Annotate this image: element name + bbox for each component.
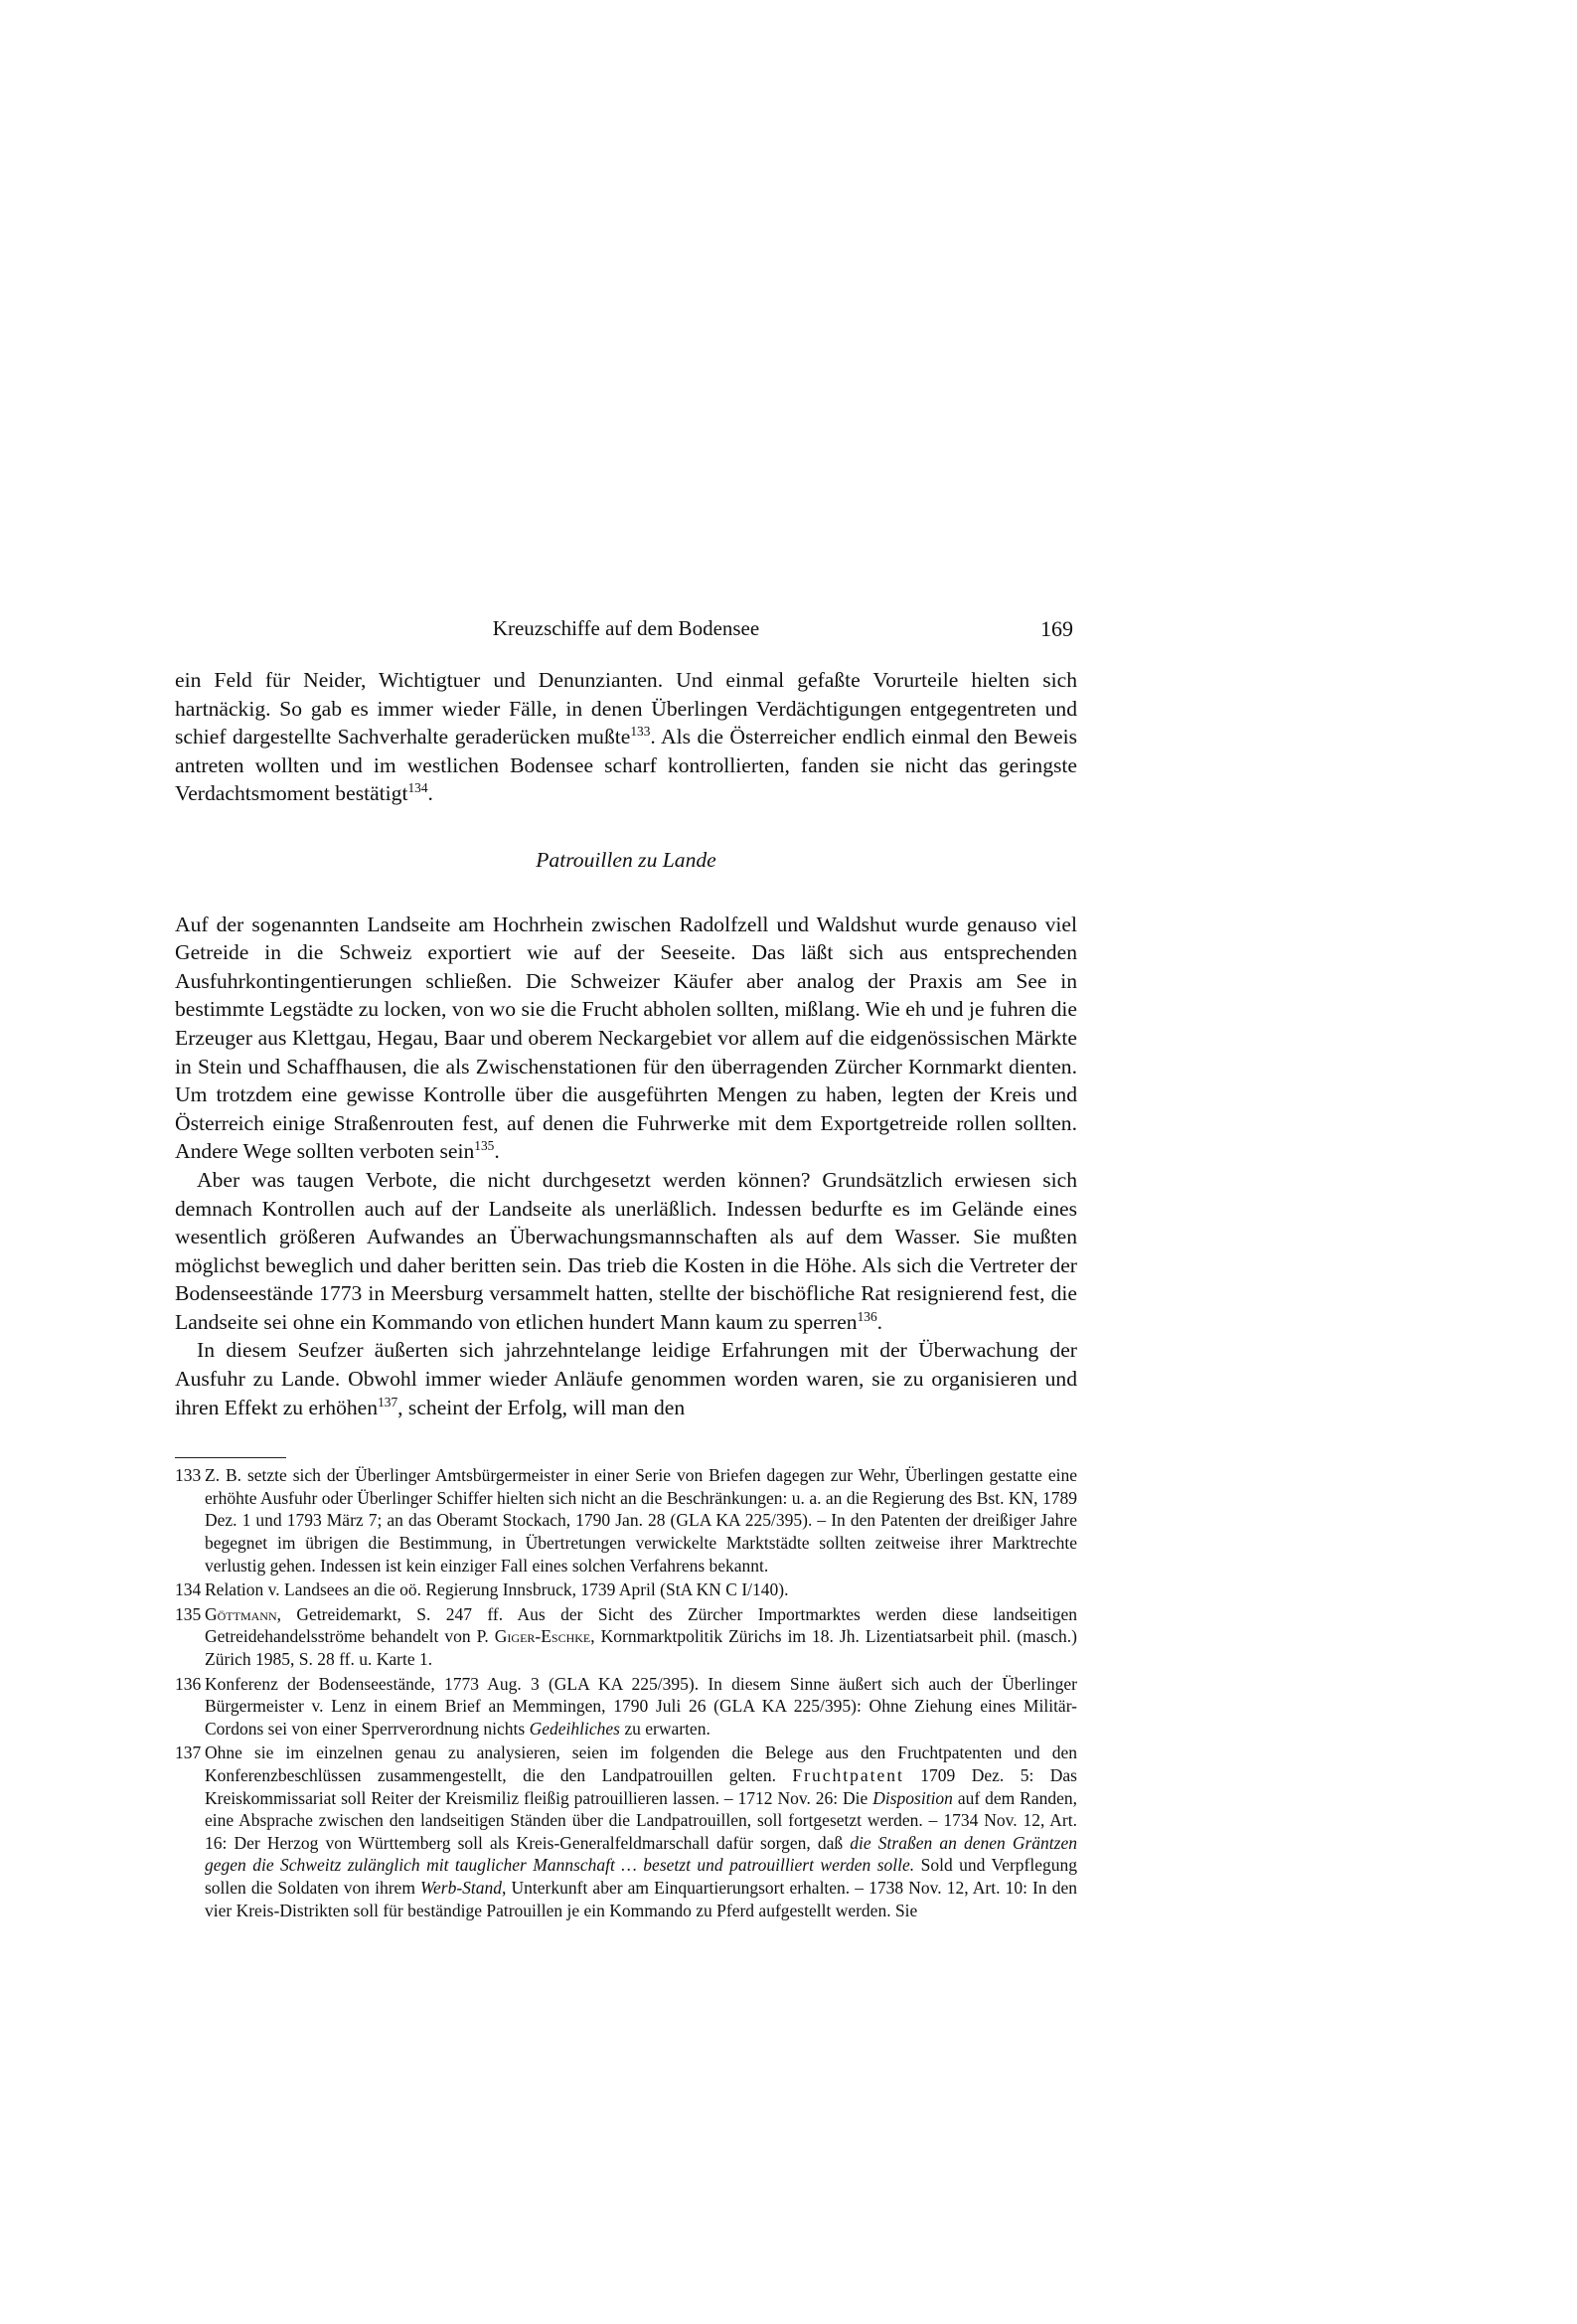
footnotes — [175, 1464, 1077, 1921]
italic-quote: die Straßen an denen Gräntzen gegen die Schweitz zulänglich mit tauglicher Mannschaft … besetzt und patrouilliert werden solle. — [205, 1832, 1077, 1876]
running-title: Kreuzschiffe auf dem Bodensee — [492, 616, 760, 640]
footnote-text — [205, 1673, 1077, 1741]
paragraph-text: Aber was taugen Verbote, die nicht durchgesetzt werden können? Grundsätzlich erwiesen sich demnach Kontrollen auch auf der Landseite als unerläßlich. Indessen bedurfte es im Gelände eines wesentlich größeren Aufwandes an Überwachungsmannschaften als auf dem Wasser. Sie mußten möglichst beweglich und daher beritten sein. Das trieb die Kosten in die Höhe. Als sich die Vertreter der Bodenseestände 1773 in Meersburg versammelt hatten, stellte der bischöfliche Rat resignierend fest, die Landseite sei ohne ein Kommando von etlichen hundert Mann kaum zu sperren — [175, 1167, 1077, 1334]
footnote-separator — [175, 1457, 286, 1458]
paragraph-text: . — [494, 1139, 500, 1164]
paragraph-text: Auf der sogenannten Landseite am Hochrhein zwischen Radolfzell und Waldshut wurde genauso viel Getreide in die Schweiz exportiert wie auf der Seeseite. Das läßt sich aus entsprechenden Ausfuhrkontingentierungen schließen. Die Schweizer Käufer aber analog der Praxis am See in bestimmte Legstädte zu locken, von wo sie die Frucht abholen sollten, mißlang. Wie eh und je fuhren die Erzeuger aus Klettgau, Hegau, Baar und oberem Neckargebiet vor allem auf die eidgenössischen Märkte in Stein und Schaffhausen, die als Zwischenstationen für den überragenden Zürcher Kornmarkt dienten. Um trotzdem eine gewisse Kontrolle über die ausgeführten Mengen zu haben, legten der Kreis und Österreich einige Straßenrouten fest, auf denen die Fuhrwerke mit dem Exportgetreide rollen sollten. Andere Wege sollten verboten sein — [175, 912, 1077, 1164]
author-name: Giger-Eschke — [494, 1626, 591, 1647]
footnote-text-part: , Getreidemarkt, S. 247 ff. Aus der Sicht des Zürcher Importmarktes werden diese landseitigen Getreidehandelsströme behandelt von P. — [205, 1603, 1077, 1647]
book-page — [175, 616, 1077, 1923]
footnote-text-part: , Kornmarktpolitik Zürichs im 18. Jh. Lizentiatsarbeit phil. (masch.) Zürich 1985, S. 28 ff. u. Karte 1. — [205, 1626, 1077, 1669]
footnote-text-part: Ohne sie im einzelnen genau zu analysieren, seien im folgenden die Belege aus den Fruchtpatenten und den Konferenzbeschlüssen zusammengestellt, die den Landpatrouillen gelten. — [205, 1743, 1077, 1785]
footnote-number: 136 — [175, 1673, 202, 1694]
paragraph-2 — [175, 911, 1077, 1166]
paragraph-text: . Als die Österreicher endlich einmal den Beweis antreten wollten und im westlichen Bodensee scharf kontrollierten, fanden sie nicht das geringste Verdachtsmoment bestätigt — [175, 725, 1077, 806]
footnote-135 — [175, 1603, 1077, 1671]
footnote-137 — [175, 1742, 1077, 1921]
footnote-text-part: auf dem Randen, eine Absprache zwischen den landseitigen Ständen über die Landpatrouillen, soll fortgesetzt werden. – 1734 Nov. 12, Art. 16: Der Herzog von Württemberg soll als Kreis-Generalfeldmarschall dafür sorgen, daß — [205, 1787, 1077, 1853]
footnote-ref-136[interactable]: 136 — [857, 1308, 877, 1324]
footnote-number: 134 — [175, 1579, 202, 1600]
footnote-text-part: zu erwarten. — [619, 1718, 710, 1739]
footnote-134 — [175, 1578, 1077, 1601]
footnote-text — [205, 1603, 1077, 1671]
footnote-text — [205, 1742, 1077, 1921]
italic-quote: Gedeihliches — [529, 1718, 620, 1739]
body-text — [175, 666, 1077, 1421]
paragraph-text: ein Feld für Neider, Wichtigtuer und Denunzianten. Und einmal gefaßte Vorurteile hielten sich hartnäckig. So gab es immer wieder Fälle, in denen Überlingen Verdächtigungen entgegentreten und schief dargestellte Sachverhalte geraderücken mußte — [175, 668, 1077, 749]
footnote-text: Relation v. Landsees an die oö. Regierung Innsbruck, 1739 April (StA KN C I/140). — [205, 1579, 789, 1600]
footnote-text-part: Konferenz der Bodenseestände, 1773 Aug. 3 (GLA KA 225/395). In diesem Sinne äußert sich auch der Überlinger Bürgermeister v. Lenz in einem Brief an Memmingen, 1790 Juli 26 (GLA KA 225/395): Ohne Ziehung eines Militär-Cordons sei von einer Sperrverordnung nichts — [205, 1673, 1077, 1739]
paragraph-text: , scheint der Erfolg, will man den — [397, 1395, 686, 1419]
paragraph-text: . — [876, 1309, 883, 1334]
footnote-text-part: , Unterkunft aber am Einquartierungsort erhalten. – 1738 Nov. 12, Art. 10: In den vier Kreis-Distrikten soll für beständige Patrouillen je ein Kommando zu Pferd aufgestellt werden. Sie — [205, 1877, 1077, 1920]
footnote-text-part: 1709 Dez. 5: Das Kreiskommissariat soll Reiter der Kreismiliz fleißig patrouillieren lassen. – 1712 Nov. 26: Die — [205, 1764, 1077, 1808]
section-heading: Patrouillen zu Lande — [536, 847, 716, 872]
footnote-ref-133[interactable]: 133 — [630, 724, 651, 739]
footnote-133 — [175, 1464, 1077, 1577]
paragraph-text: In diesem Seufzer äußerten sich jahrzehntelange leidige Erfahrungen mit der Überwachung der Ausfuhr zu Lande. Obwohl immer wieder Anläufe genommen worden waren, sie zu organisieren und ihren Effekt zu erhöhen — [175, 1338, 1077, 1419]
footnote-number: 137 — [175, 1743, 202, 1763]
italic-term: Disposition — [872, 1787, 953, 1808]
paragraph-1 — [175, 666, 1077, 808]
running-head — [175, 616, 1077, 656]
page-number: 169 — [1040, 616, 1073, 641]
footnote-text: Z. B. setzte sich der Überlinger Amtsbürgermeister in einer Serie von Briefen dagegen zur Wehr, Überlingen gestatte eine erhöhte Ausfuhr oder Überlinger Schiffer hielten sich nicht an die Beschränkungen: u. a. an die Regierung des Bst. KN, 1789 Dez. 1 und 1793 März 7; an das Oberamt Stockach, 1790 Jan. 28 (GLA KA 225/395). – In den Patenten der dreißiger Jahre begegnet im übrigen die Bestimmung, in Übertretungen verwickelte Marktstädte sollten zeitweise ihrer Marktrechte verlustig gehen. Indessen ist kein einziger Fall eines solchen Verfahrens bekannt. — [205, 1465, 1077, 1576]
paragraph-text: . — [427, 781, 433, 806]
footnote-number: 135 — [175, 1603, 202, 1624]
footnote-number: 133 — [175, 1465, 202, 1486]
spaced-term: Fruchtpatent — [792, 1764, 904, 1785]
footnote-ref-134[interactable]: 134 — [407, 780, 428, 796]
footnote-text-part: Sold und Verpflegung sollen die Soldaten von ihrem — [205, 1855, 1078, 1898]
footnote-ref-137[interactable]: 137 — [378, 1394, 398, 1410]
paragraph-3 — [175, 1166, 1077, 1337]
footnote-136 — [175, 1673, 1077, 1741]
paragraph-4 — [175, 1336, 1077, 1421]
author-name: Göttmann — [205, 1603, 277, 1624]
footnote-ref-135[interactable]: 135 — [474, 1138, 495, 1154]
italic-term: Werb-Stand — [420, 1877, 503, 1898]
